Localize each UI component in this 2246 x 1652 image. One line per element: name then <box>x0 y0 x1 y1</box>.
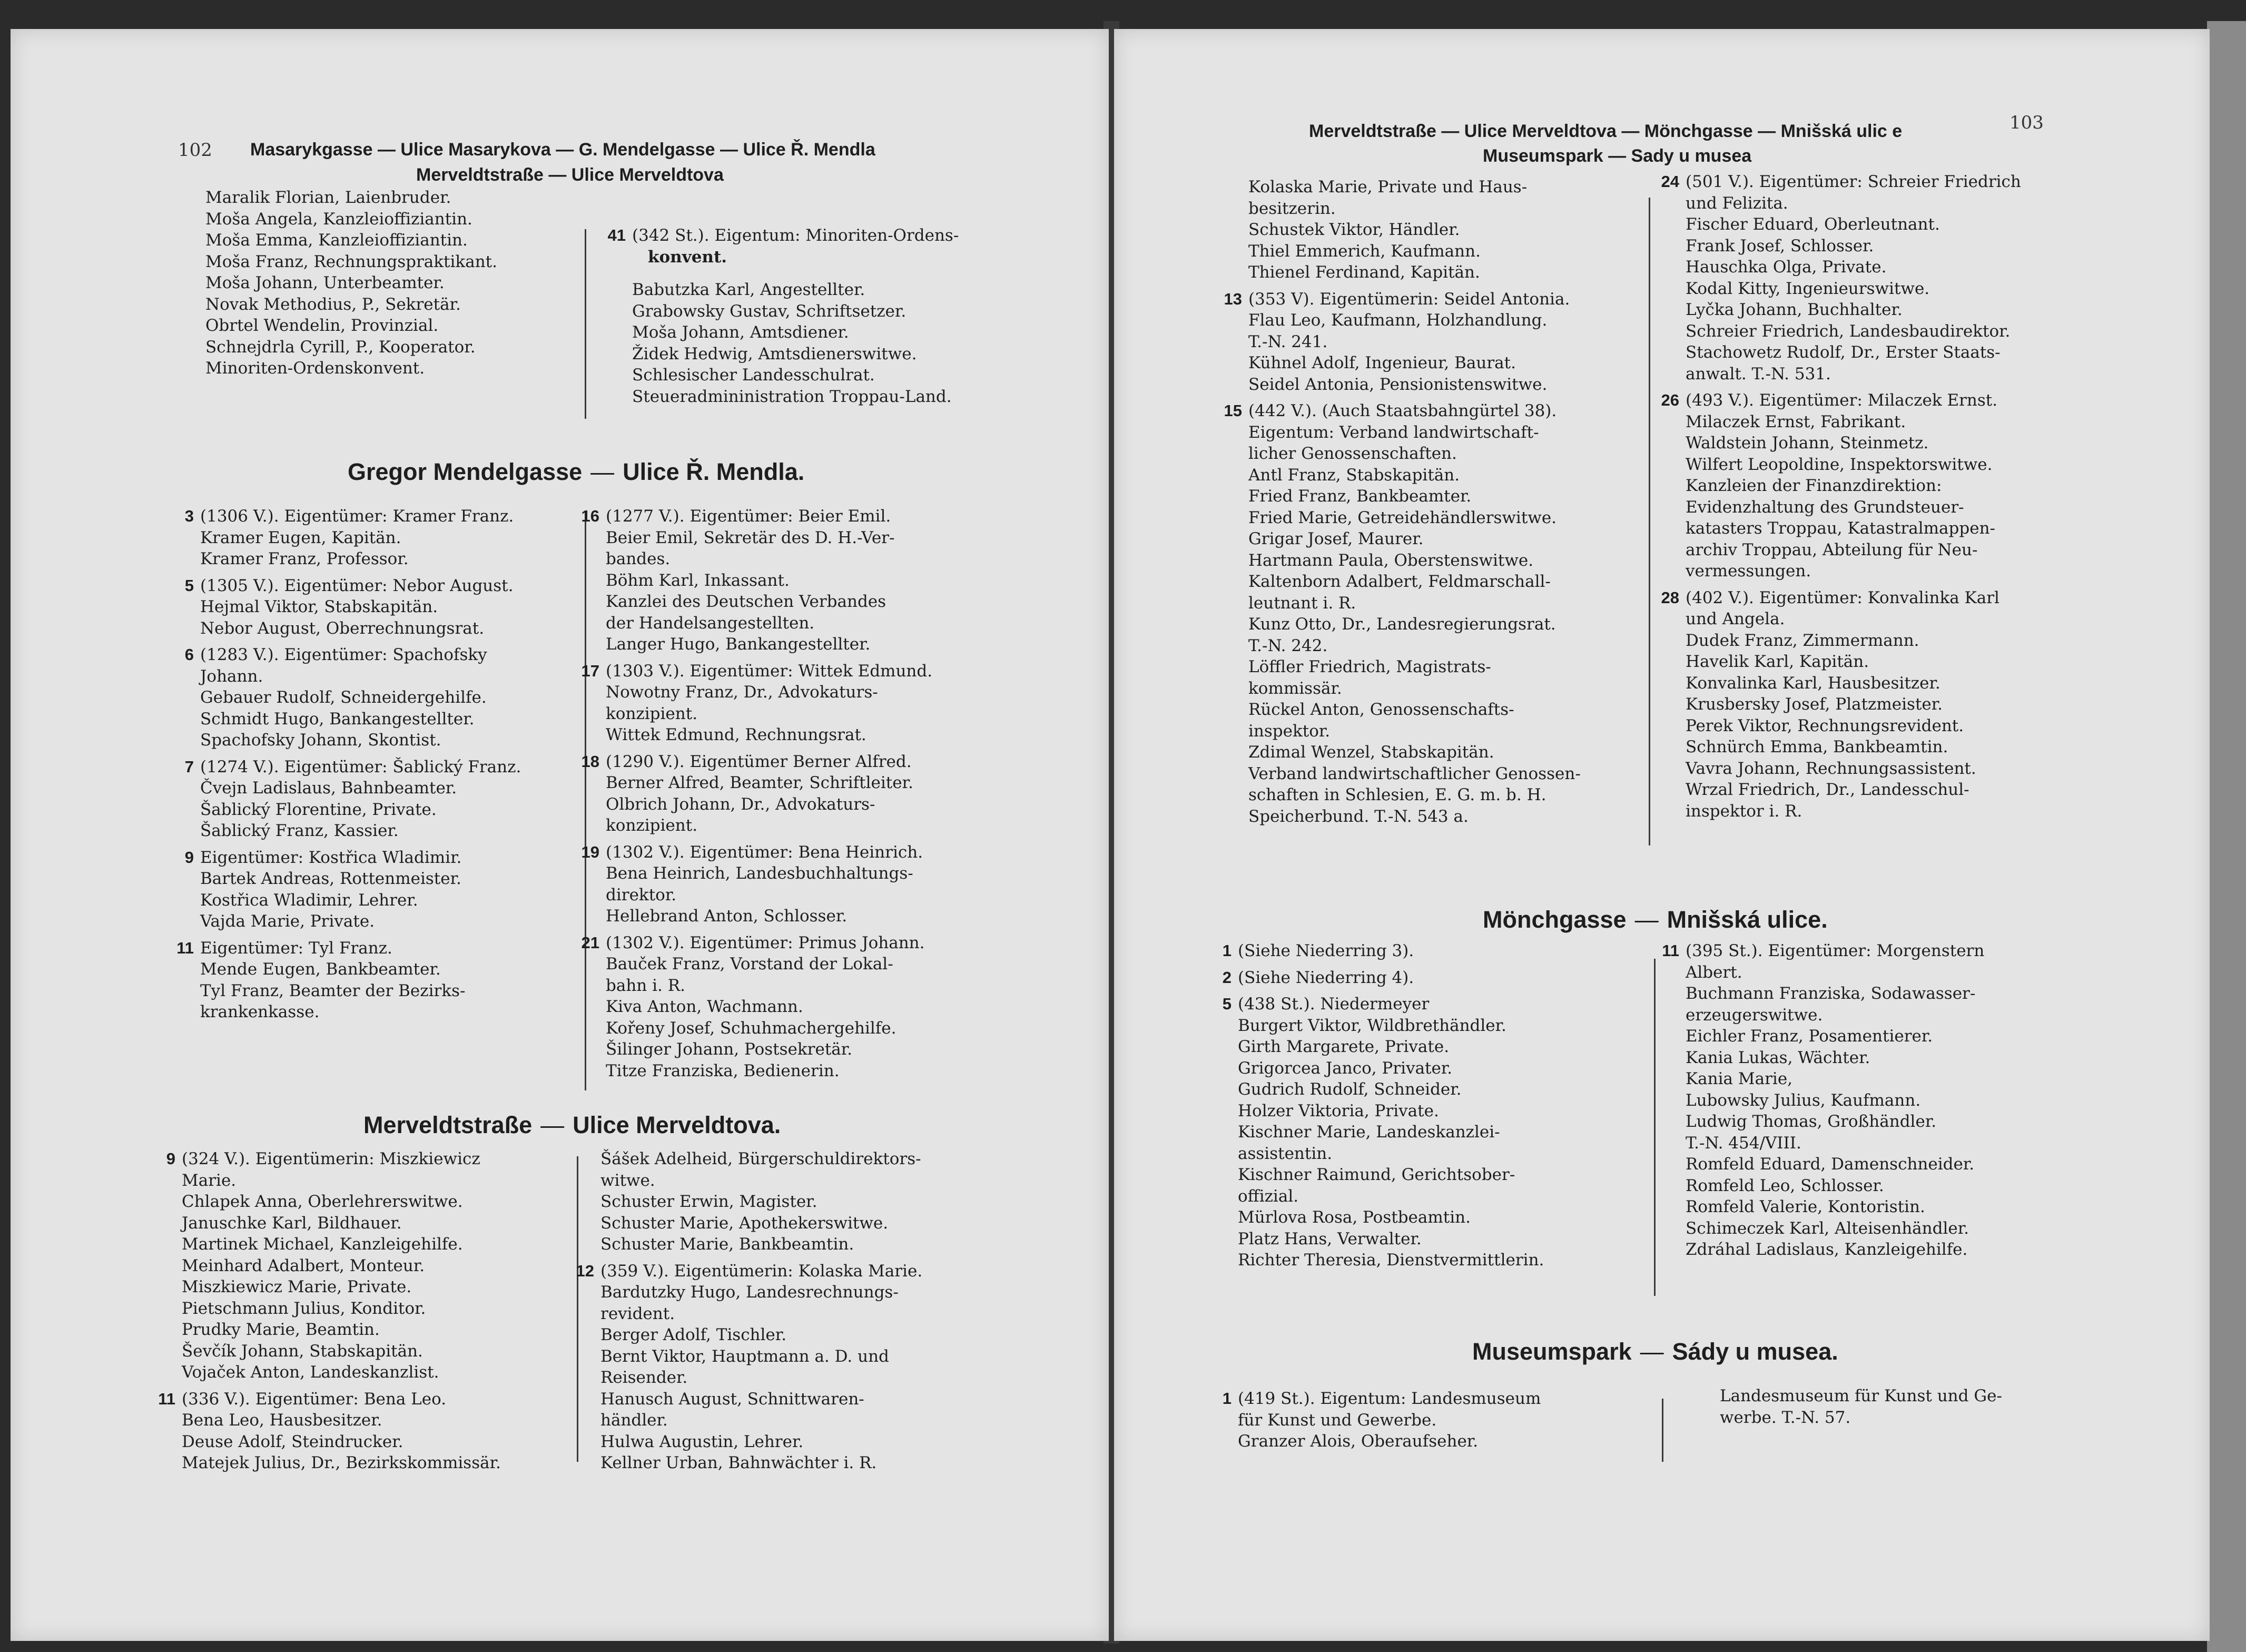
directory-line: Dudek Franz, Zimmermann. <box>1686 631 1919 650</box>
directory-line: Kania Lukas, Wächter. <box>1686 1048 1870 1067</box>
directory-line: Kischner Marie, Landeskanzlei- <box>1238 1123 1500 1142</box>
directory-line: Zdráhal Ladislaus, Kanzleigehilfe. <box>1686 1240 1968 1259</box>
directory-line: anwalt. T.-N. 531. <box>1686 364 1831 384</box>
directory-line: Deuse Adolf, Steindrucker. <box>182 1432 403 1451</box>
street-name-cz: Ulice Ř. Mendla. <box>623 458 805 485</box>
directory-line: Konvalinka Karl, Hausbesitzer. <box>1686 673 1940 693</box>
house-entry <box>1206 1388 1541 1452</box>
street-heading-moench <box>1483 906 1828 933</box>
directory-line: Hellebrand Anton, Schlosser. <box>606 907 848 926</box>
street-dash: — <box>540 1112 565 1138</box>
directory-line: Čvejn Ladislaus, Bahnbeamter. <box>200 779 457 798</box>
house-number: 5 <box>1222 995 1232 1013</box>
directory-line: Reisender. <box>600 1368 688 1387</box>
street-name-de: Gregor Mendelgasse <box>348 458 583 485</box>
directory-line: Kaltenborn Adalbert, Feldmarschall- <box>1248 572 1551 591</box>
house-entry <box>150 1389 501 1474</box>
column-divider <box>1662 1399 1663 1462</box>
directory-line: Kellner Urban, Bahnwächter i. R. <box>600 1453 877 1472</box>
directory-line: Langer Hugo, Bankangestellter. <box>606 635 871 654</box>
directory-line: Eigentum: Verband landwirtschaft- <box>1248 422 1539 442</box>
directory-line: Richter Theresia, Dienstvermittlerin. <box>1238 1251 1544 1270</box>
entry-head: (1306 V.). Eigentümer: Kramer Franz. <box>200 507 514 526</box>
entry-head: (402 V.). Eigentümer: Konvalinka Karl <box>1686 588 1999 607</box>
directory-line: Schustek Viktor, Händler. <box>1248 220 1460 239</box>
entry-head: (Siehe Niederring 4). <box>1238 968 1414 987</box>
directory-line: Löffler Friedrich, Magistrats- <box>1248 657 1491 676</box>
directory-line: assistentin. <box>1238 1144 1333 1163</box>
house-entry <box>569 1148 922 1255</box>
house-entry <box>574 842 932 927</box>
directory-line: Granzer Alois, Oberaufseher. <box>1238 1432 1479 1451</box>
directory-line: Albert. <box>1686 962 1742 982</box>
directory-line: Moša Emma, Kanzleioffiziantin. <box>205 231 468 250</box>
directory-line: T.-N. 454/VIII. <box>1686 1133 1801 1153</box>
directory-line: archiv Troppau, Abteilung für Neu- <box>1686 540 1978 559</box>
house-number: 24 <box>1661 172 1679 191</box>
directory-line: Schuster Marie, Apothekerswitwe. <box>600 1213 889 1233</box>
directory-line: Marie. <box>182 1171 237 1190</box>
entry-head: (353 V). Eigentümerin: Seidel Antonia. <box>1248 289 1570 309</box>
entry-lines <box>600 279 959 407</box>
directory-line: Mürlova Rosa, Postbeamtin. <box>1238 1208 1471 1227</box>
directory-line: Gebauer Rudolf, Schneidergehilfe. <box>200 688 487 707</box>
entry-head: (438 St.). Niedermeyer <box>1238 995 1430 1014</box>
directory-line: Šášek Adelheid, Bürgerschuldirektors- <box>600 1149 921 1168</box>
directory-line: Šablický Florentine, Private. <box>200 800 437 819</box>
directory-line: Kanzlei des Deutschen Verbandes <box>606 592 886 611</box>
directory-line: und Felizita. <box>1686 193 1788 213</box>
directory-line: Chlapek Anna, Oberlehrerswitwe. <box>182 1192 463 1211</box>
directory-line: Eichler Franz, Posamentierer. <box>1686 1027 1933 1046</box>
directory-line: für Kunst und Gewerbe. <box>1238 1410 1437 1430</box>
house-number: 41 <box>607 226 626 244</box>
directory-line: Flau Leo, Kaufmann, Holzhandlung. <box>1248 311 1548 330</box>
house-number: 9 <box>166 1149 175 1168</box>
entry-head: (1305 V.). Eigentümer: Nebor August. <box>200 576 514 595</box>
directory-line: Mende Eugen, Bankbeamter. <box>200 960 441 979</box>
directory-line: Vajda Marie, Private. <box>200 912 375 931</box>
directory-line: leutnant i. R. <box>1248 593 1356 613</box>
house-number: 21 <box>581 933 599 952</box>
directory-line: konzipient. <box>606 816 698 835</box>
directory-line: bahn i. R. <box>606 976 685 995</box>
house-number: 1 <box>1222 941 1232 960</box>
directory-line: Šablický Franz, Kassier. <box>200 821 399 840</box>
directory-line: Hartmann Paula, Oberstenswitwe. <box>1248 550 1534 570</box>
directory-line: Schnürch Emma, Bankbeamtin. <box>1686 738 1948 756</box>
directory-line: Grigar Josef, Maurer. <box>1248 529 1424 548</box>
directory-line: schaften in Schlesien, E. G. m. b. H. <box>1248 785 1546 804</box>
directory-line: Antl Franz, Stabskapitän. <box>1248 465 1460 485</box>
directory-line: Bernt Viktor, Hauptmann a. D. und <box>600 1346 889 1366</box>
directory-line: Schimeczek Karl, Alteisenhändler. <box>1686 1218 1969 1238</box>
directory-line: T.-N. 241. <box>1248 332 1328 351</box>
house-number: 1 <box>1222 1389 1232 1408</box>
entry-head: (395 St.). Eigentümer: Morgenstern <box>1686 941 1985 960</box>
directory-line: Ludwig Thomas, Großhändler. <box>1686 1112 1937 1131</box>
mendel-left-column <box>169 506 521 1023</box>
entry-head: (359 V.). Eigentümerin: Kolaska Marie. <box>600 1261 923 1281</box>
street-name-de: Museumspark <box>1472 1338 1632 1365</box>
directory-line: Bena Leo, Hausbesitzer. <box>182 1411 382 1430</box>
directory-line: vermessungen. <box>1686 562 1811 581</box>
museum-right-column <box>1688 1385 2002 1428</box>
street-dash: — <box>1634 906 1659 933</box>
top-right-column <box>1654 171 2021 822</box>
directory-line: Lubowsky Julius, Kaufmann. <box>1686 1090 1921 1110</box>
entry-head: (442 V.). (Auch Staatsbahngürtel 38). <box>1248 401 1557 420</box>
directory-line: Beier Emil, Sekretär des D. H.-Ver- <box>606 528 895 547</box>
house-entry <box>1217 176 1581 283</box>
directory-line: Schuster Erwin, Magister. <box>600 1192 817 1211</box>
house-number: 13 <box>1224 289 1242 308</box>
house-entry <box>1206 940 1544 962</box>
street-heading-museumspark <box>1472 1338 1838 1365</box>
house-entry <box>600 225 959 268</box>
house-entry <box>150 1148 501 1383</box>
directory-line: bandes. <box>606 549 671 568</box>
directory-line: Stachowetz Rudolf, Dr., Erster Staats- <box>1686 343 2001 362</box>
directory-line: Minoriten-Ordenskonvent. <box>205 359 425 378</box>
directory-line: Šilinger Johann, Postsekretär. <box>606 1040 853 1059</box>
page-number: 103 <box>2009 112 2044 133</box>
house-entry <box>169 506 521 570</box>
directory-line: Kořeny Josef, Schuhmachergehilfe. <box>606 1018 897 1038</box>
directory-line: Ševčík Johann, Stabskapitän. <box>182 1341 423 1361</box>
directory-line: Speicherbund. T.-N. 543 a. <box>1248 807 1469 826</box>
directory-line: Bardutzky Hugo, Landesrechnungs- <box>600 1283 899 1302</box>
directory-line: Obrtel Wendelin, Provinzial. <box>205 316 439 335</box>
street-name-cz: Ulice Merveldtova. <box>573 1112 781 1138</box>
entry-head: (1302 V.). Eigentümer: Primus Johann. <box>606 933 925 952</box>
directory-line: Steueradmininistration Troppau-Land. <box>632 387 952 406</box>
directory-line: Kischner Raimund, Gerichtsober- <box>1238 1165 1515 1184</box>
museum-left-column <box>1206 1388 1541 1452</box>
directory-line: witwe. <box>600 1171 655 1190</box>
directory-line: und Angela. <box>1686 609 1785 628</box>
directory-line: Holzer Viktoria, Private. <box>1238 1101 1439 1120</box>
house-number: 11 <box>1662 941 1679 960</box>
running-header-sub: Merveldtstraße — Ulice Merveldtova <box>416 165 724 185</box>
directory-line: Kostřica Wladimir, Lehrer. <box>200 890 418 910</box>
directory-line: inspektor i. R. <box>1686 801 1802 821</box>
directory-line: Thienel Ferdinand, Kapitän. <box>1248 263 1480 282</box>
house-entry <box>1206 994 1544 1271</box>
top-right-column <box>600 225 959 407</box>
directory-line: Evidenzhaltung des Grundsteuer- <box>1686 497 1964 517</box>
house-entry <box>574 506 932 655</box>
directory-line: Schmidt Hugo, Bankangestellter. <box>200 709 475 729</box>
house-number: 15 <box>1224 401 1242 420</box>
house-entry <box>169 575 521 640</box>
directory-line: Hulwa Augustin, Lehrer. <box>600 1432 804 1451</box>
directory-line: werbe. T.-N. 57. <box>1720 1408 1851 1427</box>
directory-line: Wrzal Friedrich, Dr., Landesschul- <box>1686 780 1969 799</box>
directory-line: Grigorcea Janco, Privater. <box>1238 1058 1453 1078</box>
house-number: 6 <box>184 645 194 664</box>
directory-line: Meinhard Adalbert, Monteur. <box>182 1256 425 1275</box>
directory-line: Schlesischer Landesschulrat. <box>632 366 875 385</box>
column-divider <box>1649 198 1650 845</box>
directory-line: Nowotny Franz, Dr., Advokaturs- <box>606 683 878 702</box>
house-entry <box>569 1261 922 1474</box>
directory-line: Verband landwirtschaftlicher Genossen- <box>1248 764 1581 783</box>
directory-line: Böhm Karl, Inkassant. <box>606 571 790 590</box>
street-dash: — <box>1640 1338 1664 1365</box>
directory-line: Miszkiewicz Marie, Private. <box>182 1277 412 1296</box>
directory-line: Krusbersky Josef, Platzmeister. <box>1686 695 1943 714</box>
directory-line: Waldstein Johann, Steinmetz. <box>1686 434 1929 453</box>
entry-head: (1290 V.). Eigentümer Berner Alfred. <box>606 752 912 771</box>
house-number: 12 <box>576 1261 594 1280</box>
directory-line: katasters Troppau, Katastralmappen- <box>1686 519 1996 538</box>
street-heading-mendel <box>348 458 804 486</box>
running-header: Merveldtstraße — Ulice Merveldtova — Mönchgasse — Mnišská ulic e <box>1309 121 1903 141</box>
directory-line: Januschke Karl, Bildhauer. <box>182 1213 402 1233</box>
directory-line: konzipient. <box>606 704 698 723</box>
directory-line: offizial. <box>1238 1186 1299 1206</box>
directory-line: Romfeld Eduard, Damenschneider. <box>1686 1155 1975 1174</box>
directory-line: Havelik Karl, Kapitän. <box>1686 652 1869 671</box>
house-number: 2 <box>1222 968 1232 987</box>
directory-line: Kühnel Adolf, Ingenieur, Baurat. <box>1248 353 1516 372</box>
house-entry <box>169 644 521 751</box>
house-entry <box>169 938 521 1023</box>
house-entry <box>574 751 932 837</box>
entry-head: Eigentümer: Tyl Franz. <box>200 938 392 958</box>
house-number: 11 <box>176 938 194 957</box>
entry-head: (Siehe Niederring 3). <box>1238 941 1414 960</box>
directory-line: Buchmann Franziska, Sodawasser- <box>1686 984 1976 1003</box>
house-entry <box>1217 289 1581 396</box>
directory-line: Grabowsky Gustav, Schriftsetzer. <box>632 301 907 321</box>
directory-line: Tyl Franz, Beamter der Bezirks- <box>200 981 466 1000</box>
directory-line: Romfeld Leo, Schlosser. <box>1686 1176 1884 1195</box>
directory-line: Olbrich Johann, Dr., Advokaturs- <box>606 794 875 814</box>
directory-line: Platz Hans, Verwalter. <box>1238 1229 1422 1248</box>
directory-line: Spachofsky Johann, Skontist. <box>200 731 441 750</box>
house-entry <box>1654 390 2021 582</box>
directory-line: Bauček Franz, Vorstand der Lokal- <box>606 955 893 974</box>
entry-head: (1274 V.). Eigentümer: Šablický Franz. <box>200 757 521 776</box>
entry-head: (1283 V.). Eigentümer: Spachofsky <box>200 645 487 664</box>
directory-line: Hauschka Olga, Private. <box>1686 258 1887 277</box>
entry-head: (493 V.). Eigentümer: Milaczek Ernst. <box>1686 391 1998 410</box>
entry-head: (419 St.). Eigentum: Landesmuseum <box>1238 1389 1541 1408</box>
top-left-column <box>1217 176 1581 827</box>
column-divider <box>585 229 586 419</box>
entry-head: (1302 V.). Eigentümer: Bena Heinrich. <box>606 842 923 862</box>
directory-line: Titze Franziska, Bedienerin. <box>606 1061 840 1080</box>
page-edge-stack <box>2207 21 2246 1652</box>
directory-line: Moša Johann, Unterbeamter. <box>205 273 445 292</box>
directory-line: Wilfert Leopoldine, Inspektorswitwe. <box>1686 455 1993 474</box>
house-entry <box>169 756 521 842</box>
directory-line: Milaczek Ernst, Fabrikant. <box>1686 412 1906 431</box>
house-entry <box>1688 1385 2002 1428</box>
directory-line: Matejek Julius, Dr., Bezirkskommissär. <box>182 1453 501 1472</box>
running-header-sub: Museumspark — Sady u musea <box>1483 146 1752 166</box>
house-number: 19 <box>581 842 599 861</box>
entry-head: (501 V.). Eigentümer: Schreier Friedrich <box>1686 172 2021 191</box>
house-entry <box>574 932 932 1082</box>
directory-line: Bena Heinrich, Landesbuchhaltungs- <box>606 864 913 883</box>
directory-line: Wittek Edmund, Rechnungsrat. <box>606 725 866 744</box>
house-entry <box>1654 587 2021 822</box>
entry-head: (1277 V.). Eigentümer: Beier Emil. <box>606 507 891 526</box>
directory-line: Kanzleien der Finanzdirektion: <box>1686 476 1942 495</box>
directory-line: licher Genossenschaften. <box>1248 444 1457 463</box>
page-number: 102 <box>178 140 212 161</box>
directory-line: der Handelsangestellten. <box>606 613 815 633</box>
directory-line: Seidel Antonia, Pensionistenswitwe. <box>1248 375 1548 394</box>
directory-line: Berger Adolf, Tischler. <box>600 1325 787 1344</box>
directory-line: Kramer Eugen, Kapitän. <box>200 528 401 547</box>
directory-line: Prudky Marie, Beamtin. <box>182 1320 380 1339</box>
directory-line: erzeugerswitwe. <box>1686 1005 1823 1025</box>
house-number: 3 <box>184 507 194 525</box>
directory-line: Bartek Andreas, Rottenmeister. <box>200 869 461 888</box>
directory-line: Rückel Anton, Genossenschafts- <box>1248 700 1514 719</box>
directory-line: Schnejdrla Cyrill, P., Kooperator. <box>205 337 476 357</box>
street-heading-merveldt <box>363 1112 781 1139</box>
directory-line: händler. <box>600 1411 668 1430</box>
directory-line: Perek Viktor, Rechnungsrevident. <box>1686 716 1964 735</box>
directory-line: direktor. <box>606 885 677 904</box>
house-entry <box>1217 400 1581 827</box>
directory-line: Thiel Emmerich, Kaufmann. <box>1248 241 1481 261</box>
directory-line: Hejmal Viktor, Stabskapitän. <box>200 597 438 616</box>
directory-line: Girth Margarete, Private. <box>1238 1037 1450 1056</box>
entry-head-cont: konvent. <box>648 247 727 267</box>
directory-line: Kodal Kitty, Ingenieurswitwe. <box>1686 279 1930 298</box>
directory-line: Schreier Friedrich, Landesbaudirektor. <box>1686 321 2011 341</box>
directory-line: T.-N. 242. <box>1248 636 1328 655</box>
house-number: 7 <box>184 757 194 776</box>
directory-line: Vavra Johann, Rechnungsassistent. <box>1686 759 1976 778</box>
merveldt-left-column <box>150 1148 501 1474</box>
directory-line: Moša Angela, Kanzleioffiziantin. <box>205 209 472 229</box>
house-number: 18 <box>581 752 599 771</box>
house-number: 9 <box>184 848 194 867</box>
directory-line: Johann. <box>200 666 263 686</box>
directory-line: Vojaček Anton, Landeskanzlist. <box>182 1363 439 1382</box>
right-page <box>1114 29 2210 1641</box>
house-entry <box>169 847 521 932</box>
moench-left-column <box>1206 940 1544 1271</box>
street-name-de: Merveldtstraße <box>363 1112 533 1138</box>
directory-line: Fried Marie, Getreidehändlerswitwe. <box>1248 508 1557 527</box>
merveldt-right-column <box>569 1148 922 1474</box>
directory-line: Gudrich Rudolf, Schneider. <box>1238 1080 1462 1099</box>
left-page <box>11 29 1109 1641</box>
directory-line: Kunz Otto, Dr., Landesregierungsrat. <box>1248 615 1556 634</box>
directory-line: besitzerin. <box>1248 199 1336 218</box>
directory-line: kommissär. <box>1248 678 1342 698</box>
directory-line: inspektor. <box>1248 721 1331 741</box>
entry-head: Eigentümer: Kostřica Wladimir. <box>200 848 462 867</box>
street-dash: — <box>590 458 615 485</box>
directory-line: Moša Johann, Amtsdiener. <box>632 323 849 342</box>
directory-line: Fischer Eduard, Oberleutnant. <box>1686 215 1940 234</box>
entry-head: (342 St.). Eigentum: Minoriten-Ordens- <box>632 226 959 245</box>
directory-line: Landesmuseum für Kunst und Ge- <box>1720 1386 2002 1405</box>
directory-line: Berner Alfred, Beamter, Schriftleiter. <box>606 773 913 792</box>
entry-head: (324 V.). Eigentümerin: Miszkiewicz <box>182 1149 480 1168</box>
running-header: Masarykgasse — Ulice Masarykova — G. Mendelgasse — Ulice Ř. Mendla <box>250 140 875 160</box>
house-number: 5 <box>184 576 194 595</box>
directory-line: revident. <box>600 1304 675 1323</box>
directory-line: Kania Marie, <box>1686 1069 1793 1088</box>
directory-line: Babutzka Karl, Angestellter. <box>632 280 865 299</box>
house-number: 17 <box>581 661 599 680</box>
directory-line: Zdimal Wenzel, Stabskapitän. <box>1248 743 1494 762</box>
street-name-cz: Sády u musea. <box>1672 1338 1838 1365</box>
moench-right-column <box>1654 940 1984 1261</box>
directory-line: Novak Methodius, P., Sekretär. <box>205 294 461 314</box>
directory-line: Martinek Michael, Kanzleigehilfe. <box>182 1235 463 1254</box>
directory-line: Židek Hedwig, Amtsdienerswitwe. <box>632 344 917 363</box>
mendel-right-column <box>574 506 932 1081</box>
house-entry <box>1654 171 2021 385</box>
directory-line: Burgert Viktor, Wildbrethändler. <box>1238 1016 1506 1035</box>
house-number: 16 <box>581 507 599 525</box>
directory-line: Maralik Florian, Laienbruder. <box>205 188 451 207</box>
directory-line: Kiva Anton, Wachmann. <box>606 997 803 1016</box>
entry-head: (336 V.). Eigentümer: Bena Leo. <box>182 1389 447 1409</box>
directory-line: Schuster Marie, Bankbeamtin. <box>600 1235 854 1254</box>
directory-line: Hanusch August, Schnittwaren- <box>600 1389 864 1409</box>
directory-line: Romfeld Valerie, Kontoristin. <box>1686 1197 1925 1216</box>
house-entry <box>1206 967 1544 989</box>
house-entry <box>574 661 932 746</box>
directory-line: Nebor August, Oberrechnungsrat. <box>200 618 485 638</box>
house-number: 28 <box>1661 588 1679 607</box>
house-entry <box>1654 940 1984 1261</box>
directory-line: Moša Franz, Rechnungspraktikant. <box>205 252 497 271</box>
street-name-cz: Mnišská ulice. <box>1667 906 1828 933</box>
directory-line: Kramer Franz, Professor. <box>200 549 409 568</box>
street-name-de: Mönchgasse <box>1483 906 1627 933</box>
directory-line: Kolaska Marie, Private und Haus- <box>1248 178 1528 196</box>
entry-head: (1303 V.). Eigentümer: Wittek Edmund. <box>606 661 933 681</box>
top-left-column <box>205 187 497 379</box>
house-number: 26 <box>1661 391 1679 409</box>
directory-line: krankenkasse. <box>200 1002 320 1021</box>
directory-line: Fried Franz, Bankbeamter. <box>1248 487 1472 506</box>
directory-line: Pietschmann Julius, Konditor. <box>182 1299 426 1318</box>
directory-line: Frank Josef, Schlosser. <box>1686 236 1874 255</box>
directory-line: Lyčka Johann, Buchhalter. <box>1686 300 1903 319</box>
house-number: 11 <box>158 1389 175 1408</box>
